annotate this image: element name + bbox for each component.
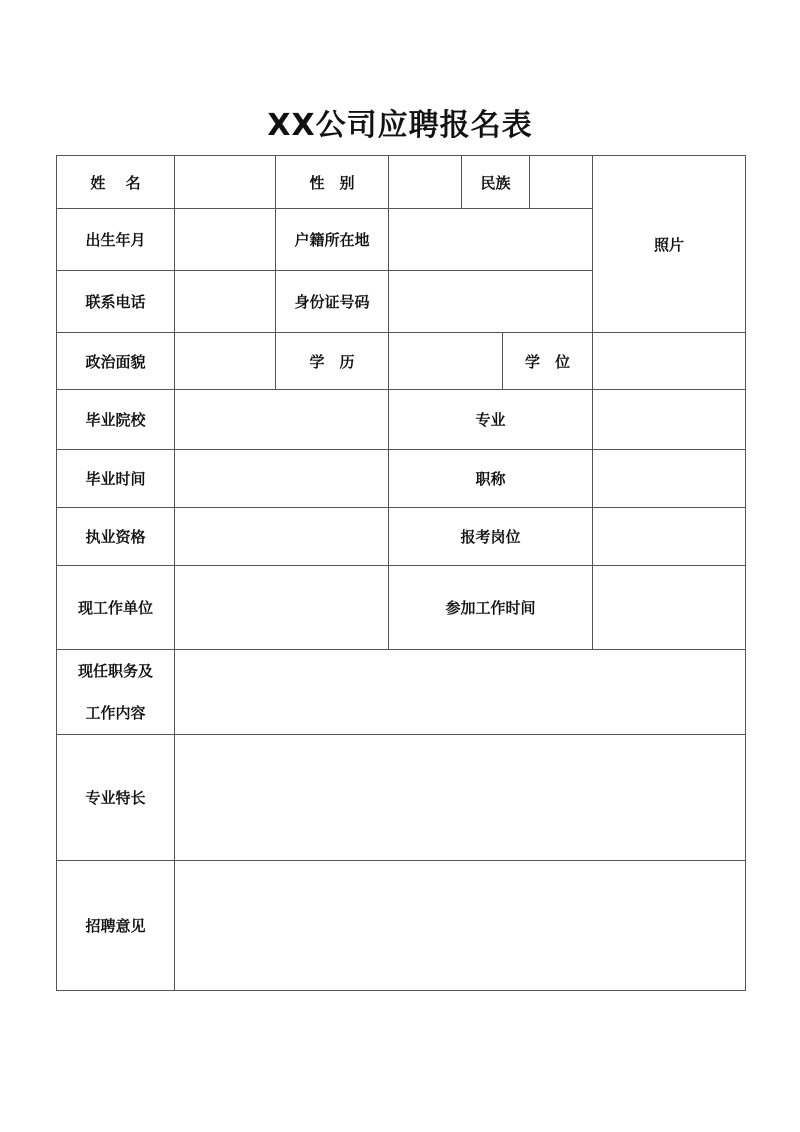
- degree-label: 学 位: [503, 333, 593, 390]
- hukou-label: 户籍所在地: [276, 209, 389, 271]
- gender-field[interactable]: [389, 156, 462, 209]
- qualification-field[interactable]: [175, 508, 389, 566]
- current-duty-field[interactable]: [175, 650, 746, 735]
- name-field[interactable]: [175, 156, 276, 209]
- major-label: 专业: [389, 390, 593, 450]
- application-form-table: [56, 155, 746, 991]
- current-duty-label-line1: 现任职务及: [77, 662, 153, 680]
- position-applied-label: 报考岗位: [389, 508, 593, 566]
- photo-placeholder[interactable]: 照片: [593, 156, 746, 333]
- current-duty-label-line2: 工作内容: [85, 704, 146, 722]
- phone-field[interactable]: [175, 271, 276, 333]
- education-field[interactable]: [389, 333, 503, 390]
- current-employer-field[interactable]: [175, 566, 389, 650]
- title-rank-label: 职称: [389, 450, 593, 508]
- specialty-label: 专业特长: [57, 735, 175, 861]
- ethnicity-field[interactable]: [530, 156, 593, 209]
- school-field[interactable]: [175, 390, 389, 450]
- current-duty-label: [57, 650, 175, 735]
- id-number-label: 身份证号码: [276, 271, 389, 333]
- birth-field[interactable]: [175, 209, 276, 271]
- specialty-field[interactable]: [175, 735, 746, 861]
- grad-time-label: 毕业时间: [57, 450, 175, 508]
- id-number-field[interactable]: [389, 271, 593, 333]
- work-start-field[interactable]: [593, 566, 746, 650]
- opinion-field[interactable]: [175, 861, 746, 991]
- political-label: 政治面貌: [57, 333, 175, 390]
- hukou-field[interactable]: [389, 209, 593, 271]
- current-employer-label: 现工作单位: [57, 566, 175, 650]
- major-field[interactable]: [593, 390, 746, 450]
- birth-label: 出生年月: [57, 209, 175, 271]
- name-label: 姓 名: [57, 156, 175, 209]
- degree-field[interactable]: [593, 333, 746, 390]
- title-rank-field[interactable]: [593, 450, 746, 508]
- position-applied-field[interactable]: [593, 508, 746, 566]
- grad-time-field[interactable]: [175, 450, 389, 508]
- school-label: 毕业院校: [57, 390, 175, 450]
- form-title: XX公司应聘报名表: [267, 108, 533, 143]
- education-label: 学 历: [276, 333, 389, 390]
- opinion-label: 招聘意见: [57, 861, 175, 991]
- gender-label: 性 别: [276, 156, 389, 209]
- work-start-label: 参加工作时间: [389, 566, 593, 650]
- phone-label: 联系电话: [57, 271, 175, 333]
- political-field[interactable]: [175, 333, 276, 390]
- qualification-label: 执业资格: [57, 508, 175, 566]
- ethnicity-label: 民族: [462, 156, 530, 209]
